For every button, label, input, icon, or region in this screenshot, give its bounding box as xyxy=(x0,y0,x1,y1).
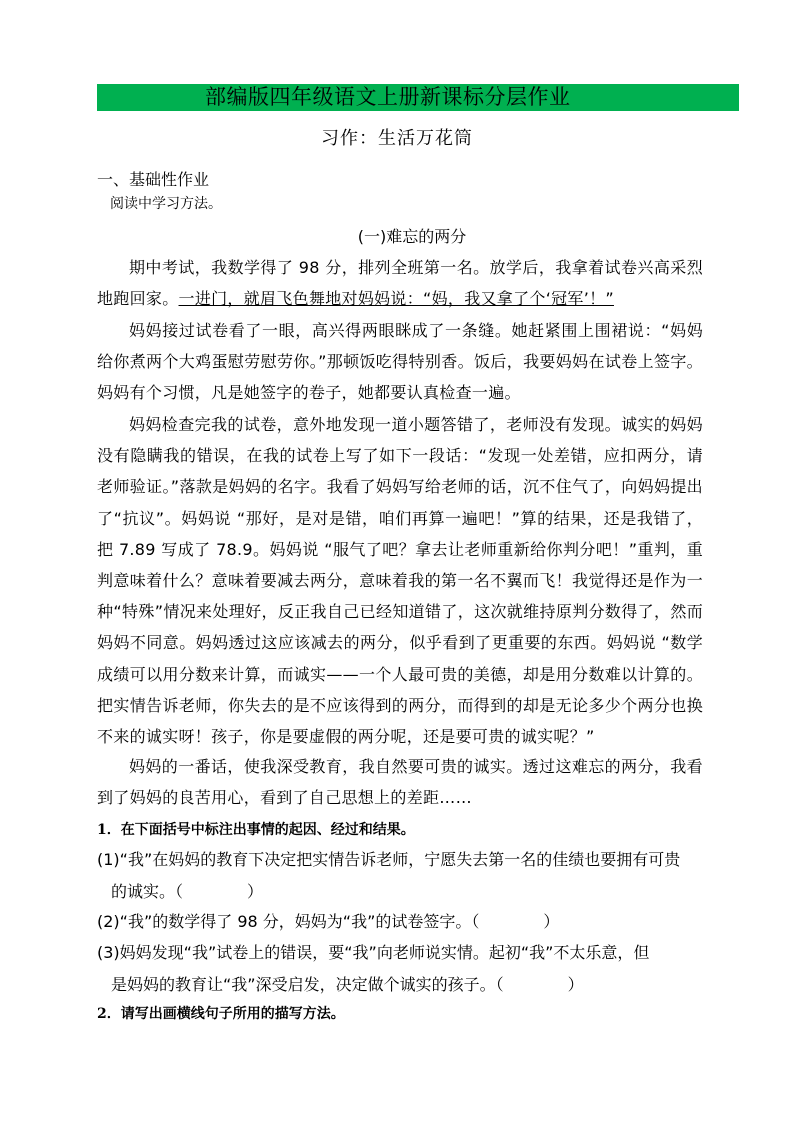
underlined-sentence: 一进门，就眉飞色舞地对妈妈说：“妈，我又拿了个‘冠军’！” xyxy=(178,289,614,309)
question-1-item-1-line-1: (1)“我”在妈妈的教育下决定把实情告诉老师，宁愿失去第一名的佳绩也要拥有可贵 xyxy=(97,850,681,869)
story-paragraph-1 xyxy=(97,252,703,314)
story-title: (一)难忘的两分 xyxy=(357,227,467,246)
question-1-item-1-line-2: 的诚实。（ ） xyxy=(111,882,264,901)
question-1-item-1 xyxy=(97,844,703,908)
question-1-item-3-line-1: (3)妈妈发现“我”试卷上的错误，要“我”向老师说实情。起初“我”不太乐意，但 xyxy=(97,943,650,962)
section-heading: 一、基础性作业 xyxy=(97,170,210,189)
page-subtitle: 习作：生活万花筒 xyxy=(321,128,473,149)
banner-title: 部编版四年级语文上册新课标分层作业 xyxy=(205,85,571,109)
section-instruction: 阅读中学习方法。 xyxy=(110,196,222,212)
question-1-item-2: (2)“我”的数学得了 98 分，妈妈为“我”的试卷签字。（ ） xyxy=(97,912,560,931)
story-paragraph-3: 妈妈检查完我的试卷，意外地发现一道小题答错了，老师没有发现。诚实的妈妈没有隐瞒我的错误，在我的试卷上写了如下一段话：“发现一处差错，应扣两分，请老师验证。”落款是妈妈的名字。我看了妈妈写给老师的话，沉不住气了，向妈妈提出了“抗议”。妈妈说 “那好，是对是错，咱们再算一遍吧！”算的结果，还是我错了，把 7.89 写成了 78.9。妈妈说 “服气了吧？拿去让老师重新给你判分吧！”重判，重判意味着什么？意味着要减去两分，意味着我的第一名不翼而飞！我觉得还是作为一种“特殊”情况来处理好，反正我自己已经知道错了，这次就维持原判分数得了，然而妈妈不同意。妈妈透过这应该减去的两分，似乎看到了更重要的东西。妈妈说 “数学成绩可以用分数来计算，而诚实——一个人最可贵的美德，却是用分数难以计算的。把实情告诉老师，你失去的是不应该得到的两分，而得到的却是无论多少个两分也换不来的诚实呀！孩子，你是要虚假的两分呢，还是要可贵的诚实呢？” xyxy=(97,415,703,747)
question-1-item-3-line-2: 是妈妈的教育让“我”深受启发，决定做个诚实的孩子。（ ） xyxy=(111,975,584,994)
question-1-item-3 xyxy=(97,937,703,1001)
question-2-heading: 2．请写出画横线句子所用的描写方法。 xyxy=(97,1006,345,1022)
story-paragraph-4: 妈妈的一番话，使我深受教育，我自然要可贵的诚实。透过这难忘的两分，我看到了妈妈的良苦用心，看到了自己思想上的差距…… xyxy=(97,757,703,808)
story-paragraph-1-text: 期中考试，我数学得了 98 分，排列全班第一名。放学后，我拿着试卷兴高采烈地跑回家。 xyxy=(97,258,703,309)
story-paragraph-2: 妈妈接过试卷看了一眼，高兴得两眼眯成了一条缝。她赶紧围上围裙说：“妈妈给你煮两个大鸡蛋慰劳慰劳你。”那顿饭吃得特别香。饭后，我要妈妈在试卷上签字。妈妈有个习惯，凡是她签字的卷子，她都要认真检查一遍。 xyxy=(97,321,703,403)
question-1-heading: 1．在下面括号中标注出事情的起因、经过和结果。 xyxy=(97,822,415,838)
